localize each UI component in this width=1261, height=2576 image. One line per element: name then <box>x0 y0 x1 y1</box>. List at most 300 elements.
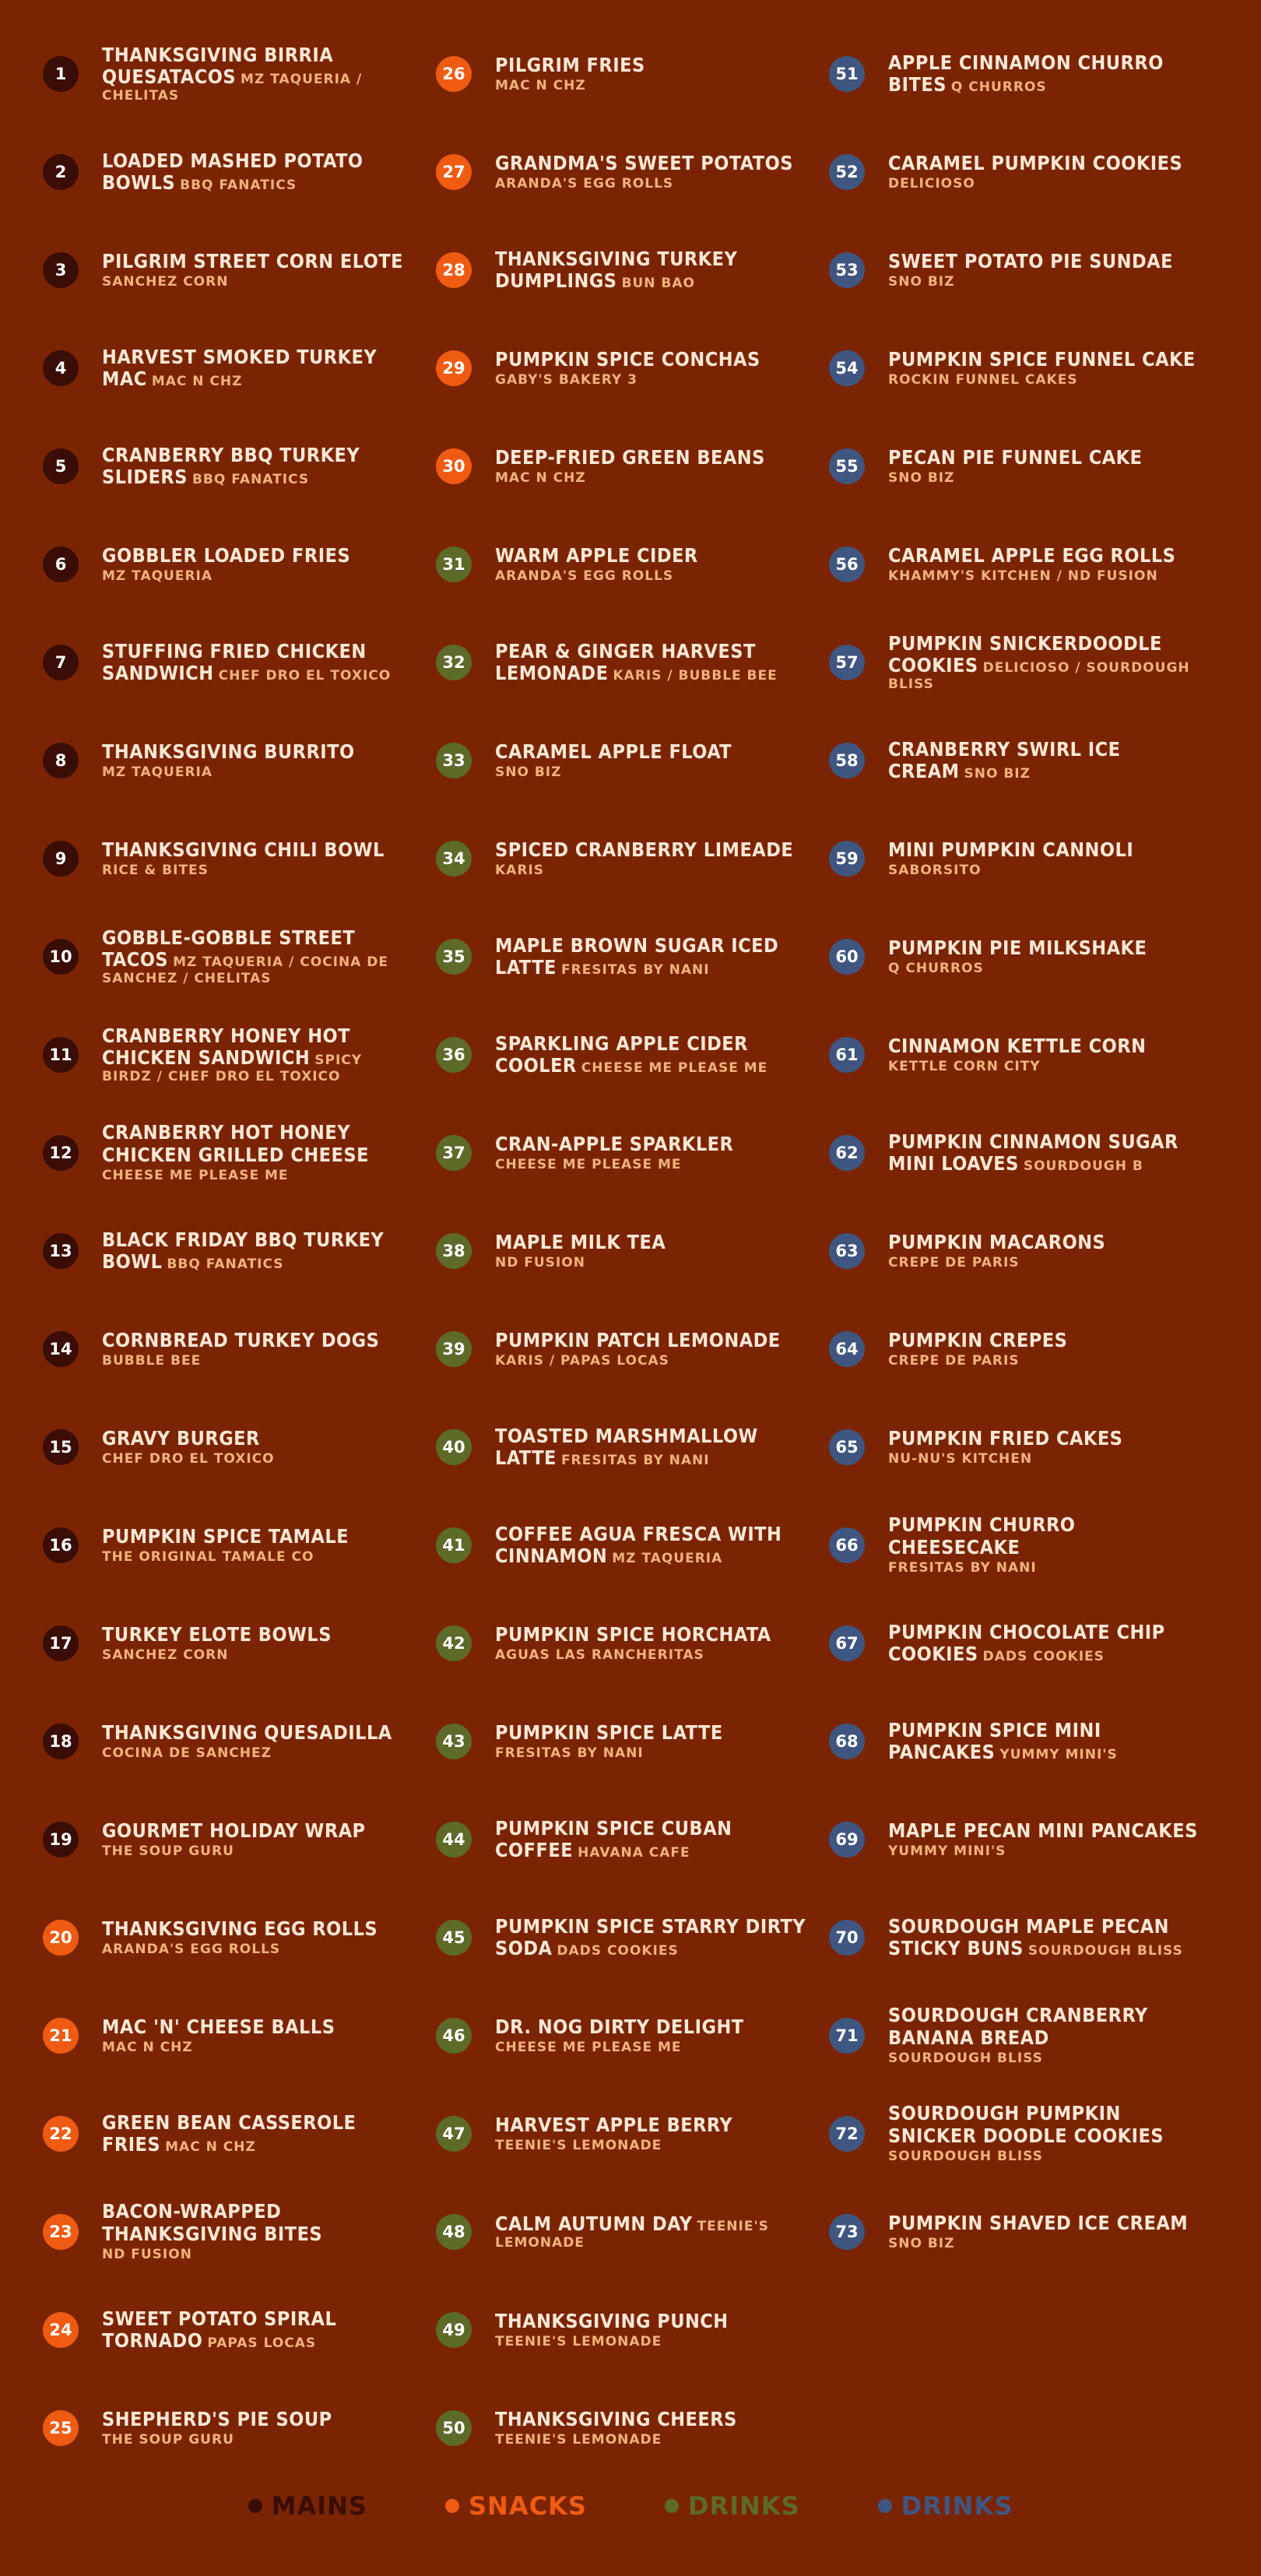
item-number-badge: 54 <box>829 350 865 386</box>
item-vendor: FRESITAS BY NANI <box>888 1560 1037 1576</box>
item-number-badge: 12 <box>43 1135 79 1171</box>
item-number-badge: 38 <box>436 1233 472 1269</box>
item-text <box>888 1720 1200 1764</box>
item-text <box>888 1035 1200 1075</box>
item-vendor: SNO BIZ <box>888 274 955 290</box>
item-text <box>102 641 413 685</box>
item-number-badge: 36 <box>436 1037 472 1073</box>
menu-item <box>829 908 1222 1006</box>
item-title: PUMPKIN SPICE HORCHATA <box>495 1622 771 1646</box>
item-text <box>102 150 413 195</box>
item-number-badge: 50 <box>436 2410 472 2446</box>
item-number-badge: 68 <box>829 1724 865 1759</box>
item-vendor: CHEESE ME PLEASE ME <box>495 1157 682 1173</box>
item-text <box>495 1916 806 1960</box>
item-vendor: KARIS <box>495 863 544 879</box>
item-title: SPARKLING APPLE CIDER COOLER <box>495 1031 748 1077</box>
item-number-badge: 60 <box>829 939 865 975</box>
item-title: CORNBREAD TURKEY DOGS <box>102 1328 380 1351</box>
item-number-badge: 67 <box>829 1625 865 1661</box>
menu-item <box>43 1300 436 1398</box>
item-title: CARAMEL PUMPKIN COOKIES <box>888 151 1183 174</box>
item-text <box>102 445 413 489</box>
item-text <box>495 153 806 192</box>
item-vendor: SOURDOUGH BLISS <box>888 2149 1043 2165</box>
item-title: SWEET POTATO PIE SUNDAE <box>888 249 1173 272</box>
menu-item <box>436 1202 829 1300</box>
menu-item <box>43 417 436 515</box>
menu-item <box>43 2379 436 2477</box>
menu-item <box>43 613 436 712</box>
item-title: SOURDOUGH CRANBERRY BANANA BREAD <box>888 2004 1148 2049</box>
item-title: GOBBLE-GOBBLE STREET TACOS <box>102 926 356 972</box>
item-number-badge: 9 <box>43 841 79 877</box>
item-vendor: ARANDA'S EGG ROLLS <box>102 1942 281 1958</box>
menu-item <box>43 1692 436 1791</box>
legend-dot-icon <box>665 2499 679 2513</box>
item-text <box>102 545 413 585</box>
item-text <box>495 1232 806 1271</box>
item-text <box>888 1622 1200 1666</box>
legend-dot-icon <box>248 2499 262 2513</box>
item-text <box>102 741 413 781</box>
item-title: PUMPKIN CHURRO CHEESECAKE <box>888 1513 1076 1559</box>
item-number-badge: 3 <box>43 252 79 288</box>
menu-item <box>436 1496 829 1594</box>
item-vendor: CREPE DE PARIS <box>888 1353 1020 1369</box>
item-vendor: MAC N CHZ <box>495 470 586 487</box>
item-number-badge: 61 <box>829 1037 865 1073</box>
item-title: HARVEST SMOKED TURKEY MAC <box>102 345 378 390</box>
item-text <box>495 1722 806 1762</box>
menu-item <box>43 1398 436 1496</box>
item-vendor: THE SOUP GURU <box>102 2432 234 2448</box>
item-vendor: YUMMY MINI'S <box>888 1843 1006 1860</box>
item-text <box>495 2409 806 2448</box>
item-text <box>495 1523 806 1568</box>
item-text <box>495 248 806 293</box>
item-vendor: MZ TAQUERIA <box>102 764 213 781</box>
item-text <box>102 2112 413 2156</box>
item-title: TOASTED MARSHMALLOW LATTE <box>495 1424 758 1469</box>
item-title: THANKSGIVING EGG ROLLS <box>102 1917 378 1940</box>
item-number-badge: 32 <box>436 645 472 680</box>
item-number-badge: 55 <box>829 448 865 484</box>
item-vendor: SNO BIZ <box>888 2236 955 2252</box>
menu-item <box>829 2085 1222 2183</box>
item-vendor: ND FUSION <box>102 2247 192 2263</box>
item-vendor: SABORSITO <box>888 863 982 879</box>
item-vendor: ND FUSION <box>495 1255 585 1271</box>
item-number-badge: 27 <box>436 154 472 190</box>
item-text <box>102 839 413 879</box>
menu-item <box>829 1594 1222 1692</box>
item-title: PILGRIM STREET CORN ELOTE <box>102 249 404 272</box>
item-vendor: SOURDOUGH BLISS <box>888 2051 1043 2067</box>
item-text <box>888 2005 1200 2066</box>
item-text <box>102 1918 413 1958</box>
menu-item <box>43 712 436 810</box>
item-number-badge: 37 <box>436 1135 472 1171</box>
item-number-badge: 35 <box>436 939 472 975</box>
item-vendor: YUMMY MINI'S <box>999 1747 1118 1762</box>
item-title: SHEPHERD'S PIE SOUP <box>102 2407 332 2430</box>
item-text <box>495 2213 806 2251</box>
item-text <box>495 839 806 879</box>
item-text <box>888 52 1200 97</box>
item-vendor: BBQ FANATICS <box>180 177 297 193</box>
item-text <box>495 2016 806 2056</box>
item-title: CRANBERRY BBQ TURKEY SLIDERS <box>102 443 360 488</box>
item-text <box>495 2311 806 2350</box>
item-text <box>888 633 1200 692</box>
menu-item <box>829 515 1222 613</box>
menu-item <box>436 1104 829 1202</box>
item-title: PUMPKIN FRIED CAKES <box>888 1426 1123 1450</box>
item-number-badge: 46 <box>436 2018 472 2054</box>
item-vendor: CREPE DE PARIS <box>888 1255 1020 1271</box>
item-title: PUMPKIN SHAVED ICE CREAM <box>888 2211 1189 2234</box>
item-text <box>495 349 806 388</box>
item-text <box>102 44 413 104</box>
item-vendor: CHEESE ME PLEASE ME <box>495 2040 682 2056</box>
item-vendor: KARIS / PAPAS LOCAS <box>495 1353 669 1369</box>
item-title: PILGRIM FRIES <box>495 53 645 76</box>
menu-item <box>43 2183 436 2281</box>
item-title: WARM APPLE CIDER <box>495 543 698 567</box>
item-vendor: TEENIE'S LEMONADE <box>495 2138 662 2154</box>
menu-item <box>436 1594 829 1692</box>
item-number-badge: 26 <box>436 56 472 92</box>
menu-item <box>43 319 436 417</box>
item-text <box>102 1722 413 1762</box>
item-number-badge: 10 <box>43 939 79 975</box>
menu-item <box>829 712 1222 810</box>
item-title: MAPLE PECAN MINI PANCAKES <box>888 1819 1198 1842</box>
legend-label: MAINS <box>271 2491 367 2521</box>
menu-item <box>436 1889 829 1987</box>
item-number-badge: 31 <box>436 546 472 582</box>
item-number-badge: 73 <box>829 2214 865 2250</box>
item-number-badge: 45 <box>436 1920 472 1956</box>
item-vendor: MZ TAQUERIA <box>612 1551 723 1566</box>
item-text <box>495 54 806 94</box>
item-title: CRAN-APPLE SPARKLER <box>495 1132 734 1155</box>
menu-item <box>436 908 829 1006</box>
item-title: SWEET POTATO SPIRAL TORNADO <box>102 2307 337 2352</box>
item-vendor: BBQ FANATICS <box>167 1256 284 1272</box>
item-vendor: RICE & BITES <box>102 863 209 879</box>
item-title: GREEN BEAN CASSEROLE FRIES <box>102 2110 357 2156</box>
item-number-badge: 63 <box>829 1233 865 1269</box>
item-title: CRANBERRY HONEY HOT CHICKEN SANDWICH <box>102 1024 350 1070</box>
item-title: PUMPKIN MACARONS <box>888 1230 1106 1253</box>
item-vendor: ROCKIN FUNNEL CAKES <box>888 372 1078 388</box>
item-vendor: PAPAS LOCAS <box>207 2335 317 2351</box>
item-vendor: ARANDA'S EGG ROLLS <box>495 568 674 585</box>
item-vendor: HAVANA CAFE <box>578 1845 690 1861</box>
item-vendor: CHEESE ME PLEASE ME <box>102 1168 289 1184</box>
menu-item <box>829 1889 1222 1987</box>
item-vendor: DELICIOSO / SOURDOUGH BLISS <box>888 660 1190 692</box>
item-text <box>495 1818 806 1862</box>
item-text <box>888 739 1200 783</box>
item-title: SPICED CRANBERRY LIMEADE <box>495 838 794 861</box>
legend-item-drinks-green <box>665 2491 800 2521</box>
item-text <box>102 2016 413 2056</box>
item-text <box>888 2103 1200 2164</box>
menu-item <box>829 1202 1222 1300</box>
item-title: STUFFING FRIED CHICKEN SANDWICH <box>102 639 367 684</box>
item-title: THANKSGIVING CHEERS <box>495 2407 737 2430</box>
item-number-badge: 29 <box>436 350 472 386</box>
item-text <box>102 927 413 986</box>
menu-item <box>436 515 829 613</box>
legend-label: DRINKS <box>901 2491 1013 2521</box>
item-text <box>888 1232 1200 1271</box>
menu-item <box>436 1987 829 2085</box>
item-vendor: MZ TAQUERIA / CHELITAS <box>102 72 363 104</box>
item-title: SOURDOUGH PUMPKIN SNICKER DOODLE COOKIES <box>888 2102 1164 2147</box>
item-title: TURKEY ELOTE BOWLS <box>102 1622 332 1646</box>
item-text <box>888 153 1200 192</box>
item-text <box>102 1820 413 1860</box>
menu-item <box>436 25 829 123</box>
item-title: PUMPKIN SPICE FUNNEL CAKE <box>888 347 1196 371</box>
menu-item <box>436 417 829 515</box>
item-vendor: THE ORIGINAL TAMALE CO <box>102 1549 314 1566</box>
menu-item <box>43 123 436 221</box>
item-text <box>495 741 806 781</box>
item-title: CRANBERRY HOT HONEY CHICKEN GRILLED CHEESE <box>102 1121 369 1166</box>
item-text <box>495 447 806 487</box>
item-number-badge: 56 <box>829 546 865 582</box>
item-vendor: FRESITAS BY NANI <box>560 962 710 978</box>
item-title: CINNAMON KETTLE CORN <box>888 1034 1147 1057</box>
menu-item <box>436 2183 829 2281</box>
item-vendor: GABY'S BAKERY 3 <box>495 372 638 388</box>
item-title: DEEP-FRIED GREEN BEANS <box>495 445 765 469</box>
item-title: PUMPKIN CREPES <box>888 1328 1068 1351</box>
menu-item <box>436 221 829 319</box>
item-vendor: MAC N CHZ <box>102 2040 193 2056</box>
menu-item <box>829 2183 1222 2281</box>
item-title: PUMPKIN SPICE STARRY DIRTY SODA <box>495 1914 806 1959</box>
item-number-badge: 6 <box>43 546 79 582</box>
item-text <box>888 1820 1200 1860</box>
item-title: BACON-WRAPPED THANKSGIVING BITES <box>102 2200 323 2245</box>
item-number-badge: 58 <box>829 743 865 778</box>
menu-item <box>436 123 829 221</box>
menu-item <box>829 319 1222 417</box>
item-number-badge: 59 <box>829 841 865 877</box>
item-title: BLACK FRIDAY BBQ TURKEY BOWL <box>102 1228 385 1273</box>
item-title: THANKSGIVING BURRITO <box>102 740 355 763</box>
item-number-badge: 39 <box>436 1331 472 1367</box>
item-title: PUMPKIN SPICE CUBAN COFFEE <box>495 1816 732 1861</box>
item-vendor: NU-NU'S KITCHEN <box>888 1451 1033 1467</box>
item-text <box>495 545 806 585</box>
item-number-badge: 13 <box>43 1233 79 1269</box>
item-vendor: Q CHURROS <box>950 79 1047 95</box>
item-vendor: TEENIE'S LEMONADE <box>495 2219 769 2251</box>
item-text <box>495 1133 806 1173</box>
menu-item <box>436 1692 829 1791</box>
item-vendor: KETTLE CORN CITY <box>888 1059 1041 1075</box>
item-text <box>102 251 413 290</box>
item-text <box>888 251 1200 290</box>
item-number-badge: 71 <box>829 2018 865 2054</box>
menu-item <box>436 613 829 712</box>
legend-item-mains <box>248 2491 367 2521</box>
item-title: APPLE CINNAMON CHURRO BITES <box>888 51 1164 96</box>
item-vendor: Q CHURROS <box>888 961 984 977</box>
item-number-badge: 51 <box>829 56 865 92</box>
item-number-badge: 48 <box>436 2214 472 2250</box>
item-title: THANKSGIVING QUESADILLA <box>102 1720 392 1744</box>
item-text <box>888 1428 1200 1467</box>
menu-item <box>43 1104 436 1202</box>
menu-item <box>43 1496 436 1594</box>
menu-item <box>43 1791 436 1889</box>
menu-item <box>829 1300 1222 1398</box>
menu-item <box>436 1006 829 1104</box>
item-text <box>495 2114 806 2154</box>
item-text <box>102 1330 413 1369</box>
item-text <box>495 1033 806 1077</box>
item-text <box>495 935 806 979</box>
item-title: PECAN PIE FUNNEL CAKE <box>888 445 1143 469</box>
item-text <box>888 1330 1200 1369</box>
item-title: COFFEE AGUA FRESCA WITH CINNAMON <box>495 1522 782 1567</box>
item-title: MAC 'N' CHEESE BALLS <box>102 2015 335 2038</box>
item-number-badge: 33 <box>436 743 472 778</box>
item-vendor: TEENIE'S LEMONADE <box>495 2432 662 2448</box>
menu-item <box>43 1889 436 1987</box>
menu-item <box>436 1300 829 1398</box>
item-number-badge: 11 <box>43 1037 79 1073</box>
item-number-badge: 62 <box>829 1135 865 1171</box>
menu-item <box>829 1398 1222 1496</box>
item-number-badge: 66 <box>829 1527 865 1563</box>
item-text <box>888 2212 1200 2252</box>
item-title: PUMPKIN SPICE TAMALE <box>102 1524 349 1548</box>
menu-item <box>829 1496 1222 1594</box>
legend-item-drinks-blue <box>878 2491 1013 2521</box>
item-title: MAPLE BROWN SUGAR ICED LATTE <box>495 933 779 979</box>
item-vendor: SNO BIZ <box>888 470 955 487</box>
item-vendor: SPICY BIRDZ / CHEF DRO EL TOXICO <box>102 1053 363 1084</box>
item-title: PUMPKIN SPICE LATTE <box>495 1720 723 1744</box>
item-vendor: SANCHEZ CORN <box>102 274 229 290</box>
item-number-badge: 14 <box>43 1331 79 1367</box>
item-number-badge: 43 <box>436 1724 472 1759</box>
category-legend <box>0 2491 1261 2521</box>
item-title: GOBBLER LOADED FRIES <box>102 543 351 567</box>
item-text <box>102 1229 413 1274</box>
item-title: THANKSGIVING TURKEY DUMPLINGS <box>495 247 738 292</box>
menu-item <box>829 417 1222 515</box>
item-vendor: BUBBLE BEE <box>102 1353 202 1369</box>
item-text <box>495 1624 806 1664</box>
item-number-badge: 7 <box>43 645 79 680</box>
item-title: PUMPKIN CHOCOLATE CHIP COOKIES <box>888 1620 1165 1665</box>
item-vendor: COCINA DE SANCHEZ <box>102 1745 272 1762</box>
item-vendor: CHEF DRO EL TOXICO <box>218 668 392 684</box>
item-text <box>888 545 1200 585</box>
item-vendor: SOURDOUGH BLISS <box>1027 1943 1183 1959</box>
item-title: PEAR & GINGER HARVEST LEMONADE <box>495 639 756 684</box>
item-vendor: BUN BAO <box>621 276 695 291</box>
item-text <box>888 1514 1200 1576</box>
menu-item <box>43 221 436 319</box>
item-number-badge: 57 <box>829 645 865 680</box>
item-title: PUMPKIN PATCH LEMONADE <box>495 1328 781 1351</box>
menu-item <box>436 319 829 417</box>
item-title: THANKSGIVING BIRRIA QUESATACOS <box>102 43 334 89</box>
item-number-badge: 40 <box>436 1429 472 1465</box>
item-number-badge: 15 <box>43 1429 79 1465</box>
menu-item <box>829 810 1222 908</box>
menu-item <box>43 2085 436 2183</box>
item-text <box>888 1916 1200 1960</box>
item-vendor: KHAMMY'S KITCHEN / ND FUSION <box>888 568 1158 585</box>
item-vendor: BBQ FANATICS <box>191 472 310 487</box>
item-title: CALM AUTUMN DAY <box>495 2212 693 2236</box>
item-title: PUMPKIN SNICKERDOODLE COOKIES <box>888 631 1162 677</box>
item-text <box>102 1025 413 1084</box>
menu-item <box>829 613 1222 712</box>
legend-dot-icon <box>445 2499 459 2513</box>
menu-item <box>436 2281 829 2379</box>
item-vendor: MZ TAQUERIA <box>102 568 213 585</box>
menu-item <box>43 2281 436 2379</box>
item-number-badge: 22 <box>43 2116 79 2152</box>
item-title: CRANBERRY SWIRL ICE CREAM <box>888 737 1121 782</box>
item-text <box>102 2409 413 2448</box>
item-vendor: MAC N CHZ <box>495 78 586 94</box>
item-number-badge: 2 <box>43 154 79 190</box>
item-number-badge: 69 <box>829 1822 865 1857</box>
legend-label: SNACKS <box>468 2491 587 2521</box>
menu-item <box>43 1006 436 1104</box>
item-vendor: FRESITAS BY NANI <box>560 1453 710 1468</box>
menu-item <box>829 1006 1222 1104</box>
menu-item <box>43 25 436 123</box>
item-text <box>888 937 1200 977</box>
item-text <box>102 2201 413 2262</box>
item-title: MINI PUMPKIN CANNOLI <box>888 838 1134 861</box>
menu-item <box>829 1987 1222 2085</box>
item-title: THANKSGIVING PUNCH <box>495 2309 729 2332</box>
item-number-badge: 49 <box>436 2312 472 2348</box>
item-title: CARAMEL APPLE EGG ROLLS <box>888 543 1176 567</box>
item-text <box>102 346 413 391</box>
item-number-badge: 5 <box>43 448 79 484</box>
item-text <box>102 1122 413 1183</box>
item-number-badge: 70 <box>829 1920 865 1956</box>
item-number-badge: 20 <box>43 1920 79 1956</box>
item-title: LOADED MASHED POTATO BOWLS <box>102 149 364 194</box>
item-title: GRANDMA'S SWEET POTATOS <box>495 151 793 174</box>
item-number-badge: 30 <box>436 448 472 484</box>
menu-item <box>829 25 1222 123</box>
item-number-badge: 52 <box>829 154 865 190</box>
item-number-badge: 72 <box>829 2116 865 2152</box>
item-vendor: AGUAS LAS RANCHERITAS <box>495 1647 704 1664</box>
item-number-badge: 23 <box>43 2214 79 2250</box>
menu-item <box>829 221 1222 319</box>
